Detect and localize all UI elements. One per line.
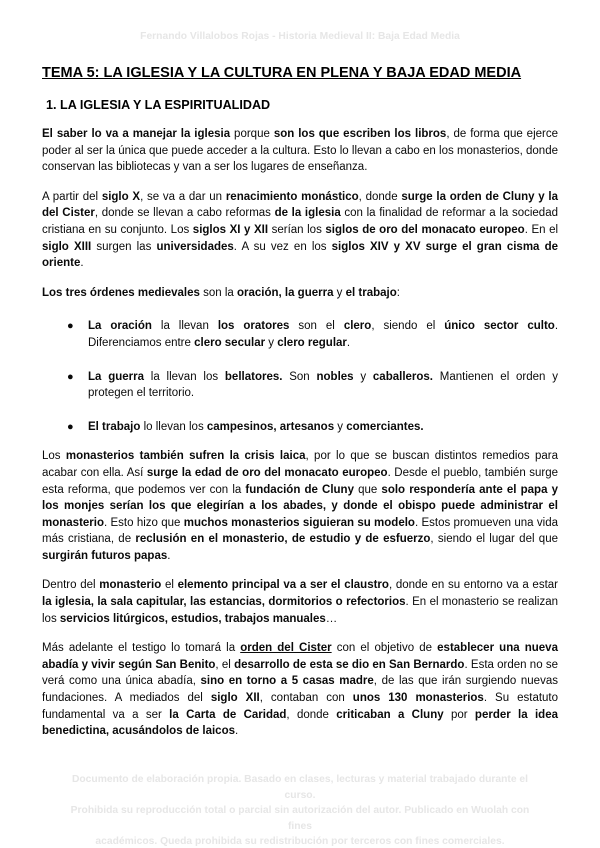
text-run: que bbox=[353, 483, 382, 496]
bullet-item bbox=[42, 318, 558, 351]
text-run: los oratores bbox=[217, 320, 290, 333]
text-run: surgen las bbox=[91, 240, 157, 253]
text-run: Mantienen el orden y protegen el territorio. bbox=[88, 370, 558, 400]
page-title: TEMA 5: LA IGLESIA Y LA CULTURA EN PLENA Y BAJA EDAD MEDIA bbox=[42, 65, 522, 81]
text-run: fundación de Cluny bbox=[245, 483, 354, 496]
text-run: siglo X bbox=[101, 190, 141, 203]
bullet-icon: ● bbox=[67, 370, 74, 383]
text-run: caballeros. bbox=[372, 370, 433, 383]
text-run: desarrollo de esta se dio en San Bernardo bbox=[234, 658, 465, 671]
text-run: siglos XI y XII bbox=[192, 223, 269, 236]
text-run: , se va a dar un bbox=[140, 190, 226, 203]
text-run: la iglesia, la sala capitular, las estancias, dormitorios o refectorios bbox=[42, 596, 406, 609]
text-run: son los que escriben los libros bbox=[273, 128, 447, 140]
text-run: servicios litúrgicos, estudios, trabajos manuales bbox=[59, 612, 326, 625]
text-run: , siendo el lugar del que bbox=[430, 533, 558, 546]
text-run: . bbox=[80, 257, 84, 270]
text-run: solo respondería ante el papa y los monjes serían los que elegirían a los abades, y donde el obispo puede administrar el monasterio bbox=[42, 483, 558, 529]
text-run: con el objetivo de bbox=[331, 642, 438, 655]
text-run: siglos XIV y XV surge el gran cisma de oriente bbox=[42, 240, 558, 270]
bullet-item bbox=[42, 369, 558, 402]
text-run: reclusión en el monasterio, de estudio y de esfuerzo bbox=[135, 533, 431, 546]
text-run: establecer una nueva abadía y vivir según San Benito bbox=[42, 642, 558, 671]
text-run: criticaban a Cluny bbox=[336, 708, 444, 721]
text-run: . Esto hizo que bbox=[104, 516, 184, 529]
footer-watermark-line: Prohibida su reproducción total o parcial sin autorización del autor. Publicado en Wuolah con fines bbox=[70, 805, 530, 832]
text-run: lo llevan los bbox=[140, 420, 207, 433]
text-run: con la finalidad de reformar a la sociedad cristiana en su conjunto. Los bbox=[42, 207, 558, 236]
bullet-text bbox=[88, 419, 558, 436]
text-run: Los tres órdenes medievales bbox=[42, 286, 200, 299]
paragraph bbox=[42, 448, 558, 564]
text-run: . En el monasterio se realizan los bbox=[42, 596, 559, 625]
text-run: Son bbox=[282, 370, 317, 383]
text-run: , de forma que ejerce poder al ser la única que puede acceder a la cultura. Esto lo llevan a cabo en los monasterios, donde conservan las bibliotecas y van a ser los lugares de enseñanza. bbox=[42, 128, 559, 174]
section-heading: 1. LA IGLESIA Y LA ESPIRITUALIDAD bbox=[46, 98, 271, 112]
text-run: la llevan los bbox=[144, 370, 225, 383]
text-run: . Diferenciamos entre bbox=[88, 320, 559, 349]
text-run: serían los bbox=[268, 223, 326, 236]
text-run: siglo XIII bbox=[42, 240, 92, 253]
text-run: surge la orden de Cluny y la del Cister bbox=[42, 190, 559, 220]
paragraph bbox=[42, 189, 558, 272]
text-run: . A su vez en los bbox=[233, 240, 332, 253]
text-run: El trabajo bbox=[88, 420, 141, 433]
text-run: son el bbox=[289, 320, 344, 333]
text-run: bellatores. bbox=[224, 370, 283, 383]
text-run: clero secular bbox=[194, 336, 266, 349]
footer-watermark-line: académicos. Queda prohibida su redistribución por terceros con fines comerciales. bbox=[95, 836, 505, 848]
bullet-icon: ● bbox=[67, 320, 74, 333]
text-run: , por lo que se buscan distintos remedios para acabar con ella. Así bbox=[42, 450, 558, 479]
bullet-text bbox=[88, 318, 558, 351]
text-run: siglo XII bbox=[210, 692, 260, 705]
text-run: . bbox=[235, 725, 239, 738]
text-run: monasterios también sufren la crisis laica bbox=[65, 450, 306, 463]
text-run: campesinos, artesanos bbox=[206, 420, 335, 433]
text-run: , de las que irán surgiendo nuevas fundaciones. A mediados del bbox=[42, 675, 558, 705]
text-run: comerciantes. bbox=[346, 420, 424, 433]
text-run: nobles bbox=[316, 370, 354, 383]
text-run: El saber lo va a manejar la iglesia bbox=[42, 128, 231, 140]
text-run: , siendo el bbox=[371, 320, 445, 333]
text-run: A partir del bbox=[42, 190, 102, 203]
text-run: Dentro del bbox=[42, 579, 100, 592]
footer-watermark bbox=[65, 772, 535, 848]
text-run: el trabajo bbox=[345, 286, 397, 299]
text-run: . bbox=[167, 549, 171, 562]
header-watermark: Fernando Villalobos Rojas - Historia Medieval II: Baja Edad Media bbox=[140, 31, 460, 42]
text-run: La guerra bbox=[88, 370, 145, 383]
text-run: universidades bbox=[156, 240, 234, 253]
text-run: orden del Cister bbox=[240, 642, 332, 655]
text-run: : bbox=[396, 286, 400, 299]
text-run: Más adelante el testigo lo tomará la bbox=[42, 642, 241, 655]
text-run: . Desde el pueblo, también surge esta reforma, que podemos ver con la bbox=[42, 466, 559, 496]
text-run: , contaban con bbox=[259, 692, 353, 705]
text-run: y bbox=[333, 286, 346, 299]
bullet-text bbox=[88, 369, 558, 402]
text-run: perder la idea benedictina, acusándolos de laicos bbox=[42, 708, 558, 738]
text-run: La oración bbox=[88, 320, 152, 333]
text-run: surgirán futuros papas bbox=[42, 549, 168, 562]
text-run: oración, la guerra bbox=[236, 286, 334, 299]
document-body bbox=[42, 126, 558, 740]
text-run: . Esta orden no se verá como una única abadía, bbox=[42, 658, 558, 688]
paragraph bbox=[42, 126, 558, 176]
text-run: . Estos promueven una vida más cristiana, de bbox=[42, 516, 558, 546]
text-run: porque bbox=[230, 128, 274, 140]
text-run: … bbox=[325, 612, 338, 625]
text-run: de la iglesia bbox=[274, 207, 341, 220]
text-run: muchos monasterios siguieran su modelo bbox=[183, 516, 415, 529]
text-run: la Carta de Caridad bbox=[169, 708, 287, 721]
text-run: . bbox=[346, 336, 351, 349]
bullet-icon: ● bbox=[67, 420, 74, 433]
text-run: surge la edad de oro del monacato europeo bbox=[146, 466, 388, 479]
paragraph bbox=[42, 640, 558, 740]
footer-watermark-line: Documento de elaboración propia. Basado en clases, lecturas y material trabajado durante el curso. bbox=[71, 774, 529, 801]
text-run: . En el bbox=[524, 223, 559, 236]
text-run: son la bbox=[199, 286, 237, 299]
text-run: por bbox=[443, 708, 475, 721]
text-run: . Su estatuto fundamental va a ser bbox=[42, 692, 559, 721]
text-run: , el bbox=[215, 658, 235, 671]
text-run: la llevan bbox=[151, 320, 218, 333]
text-run: y bbox=[265, 336, 278, 349]
text-run: y bbox=[353, 370, 373, 383]
text-run: clero bbox=[343, 320, 372, 333]
text-run: elemento principal va a ser el claustro bbox=[177, 579, 389, 592]
text-run: , donde en su entorno va a estar bbox=[388, 579, 558, 592]
text-run: , donde se llevan a cabo reformas bbox=[94, 207, 275, 220]
paragraph bbox=[42, 285, 558, 302]
text-run: el bbox=[161, 579, 178, 592]
text-run: monasterio bbox=[99, 579, 162, 592]
text-run: , donde bbox=[286, 708, 337, 721]
text-run: unos 130 monasterios bbox=[352, 692, 484, 705]
paragraph bbox=[42, 577, 558, 627]
text-run: sino en torno a 5 casas madre bbox=[200, 675, 374, 688]
text-run: siglos de oro del monacato europeo bbox=[325, 223, 525, 236]
text-run: Los bbox=[42, 450, 66, 463]
text-run: y bbox=[334, 420, 347, 433]
text-run: único sector culto bbox=[444, 320, 555, 333]
text-run: clero regular bbox=[277, 336, 347, 349]
text-run: renacimiento monástico bbox=[225, 190, 359, 203]
text-run: , donde bbox=[358, 190, 402, 203]
bullet-item bbox=[42, 419, 558, 436]
